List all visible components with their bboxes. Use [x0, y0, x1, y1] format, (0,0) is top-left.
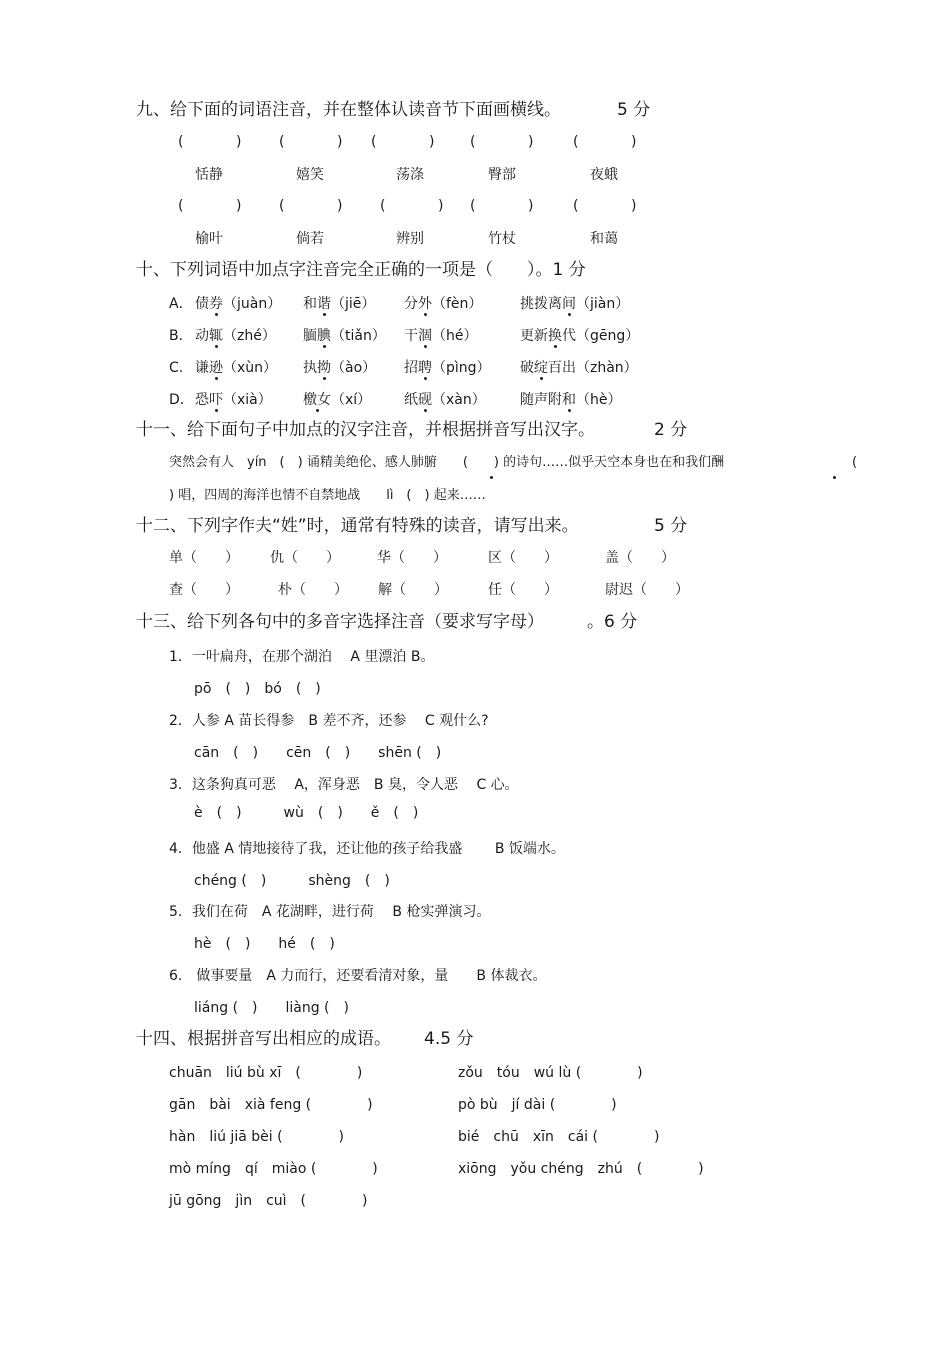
word: 和蔼 — [590, 231, 618, 247]
word: 恬静 — [195, 167, 223, 183]
q13-sentence: 4．他盛 A 情地接待了我，还让他的孩子给我盛 B 饭端水。 — [169, 841, 565, 857]
dotted-char: 新换代 — [534, 328, 576, 344]
dotted-char: 砚 — [418, 392, 432, 408]
dotted-char: 间 — [562, 296, 576, 312]
surname-item: 盖（ ） — [605, 550, 675, 566]
surname-item: 仇（ ） — [270, 550, 340, 566]
item-prefix: 动 — [195, 328, 209, 344]
q14-score: 4.5 分 — [424, 1029, 474, 1049]
paren: ( — [380, 198, 386, 214]
option-item — [520, 326, 639, 346]
dotted-char: 拗 — [317, 360, 331, 376]
dotted-char: 券 — [209, 296, 223, 312]
item-prefix: 债 — [195, 296, 209, 312]
idiom-item: gān bài xià feng ( ) — [169, 1097, 373, 1113]
item-pinyin: 百出（zhàn） — [548, 360, 638, 376]
word: 辨别 — [396, 231, 424, 247]
q9-score: 5 分 — [617, 100, 651, 120]
item-prefix: 恐 — [195, 392, 209, 408]
surname-item: 任（ ） — [488, 582, 558, 598]
option-item — [195, 294, 281, 314]
dotted-char: 聘 — [418, 360, 432, 376]
item-prefix: 檄 — [303, 392, 317, 408]
option-item — [195, 358, 277, 378]
q11-emphasis-dot-2 — [833, 476, 836, 479]
item-pinyin: （juàn） — [223, 296, 282, 312]
option-item — [303, 326, 386, 346]
item-prefix: 谦 — [195, 360, 209, 376]
paren: ( — [470, 198, 476, 214]
q13-pinyin-choices: liáng ( ) liàng ( ) — [194, 1000, 349, 1016]
dotted-char: 和 — [562, 392, 576, 408]
item-pinyin: 女（xí） — [317, 392, 372, 408]
item-prefix: 和 — [303, 296, 317, 312]
option-item — [520, 390, 622, 410]
option-item — [520, 294, 629, 314]
option-item — [404, 358, 491, 378]
option-letter: A． — [169, 296, 193, 312]
paren: ) — [528, 198, 534, 214]
paren: ) — [528, 134, 534, 150]
dotted-char: 吓 — [209, 392, 223, 408]
idiom-item: jū gōng jìn cuì ( ) — [169, 1193, 368, 1209]
q13-pinyin-choices: pō ( ) bó ( ) — [194, 681, 321, 697]
paren: ( — [279, 198, 285, 214]
option-item — [303, 390, 371, 410]
item-pinyin: （xià） — [223, 392, 272, 408]
option-item — [303, 358, 376, 378]
q14-title: 十四、根据拼音写出相应的成语。 — [136, 1029, 391, 1049]
item-pinyin: （pìng） — [432, 360, 491, 376]
item-pinyin: （jiàn） — [576, 296, 630, 312]
paren: ) — [236, 198, 242, 214]
q11-score: 2 分 — [654, 420, 688, 440]
item-pinyin: （zhé） — [223, 328, 276, 344]
item-pinyin: （hè） — [576, 392, 622, 408]
word: 竹杖 — [488, 231, 516, 247]
q13-pinyin-choices: chéng ( ) shèng ( ) — [194, 873, 390, 889]
q13-pinyin-choices: è ( ) wù ( ) ě ( ) — [194, 805, 419, 821]
item-prefix: 纸 — [404, 392, 418, 408]
option-letter: D． — [169, 392, 194, 408]
q13-sentence: 2．人参 A 苗长得参 B 差不齐，还参 C 观什么? — [169, 713, 489, 729]
q11-line-1: 突然会有人 yín ( ) 诵精美绝伦、感人肺腑 ( ) 的诗句……似乎天空本身也在和我们酬 — [169, 455, 725, 470]
option-item — [303, 294, 375, 314]
item-prefix: 执 — [303, 360, 317, 376]
q13-pinyin-choices: cān ( ) cēn ( ) shēn ( ) — [194, 745, 442, 761]
item-prefix: 招 — [404, 360, 418, 376]
dotted-char: 腆 — [317, 328, 331, 344]
q12-title: 十二、下列字作夫“姓”时，通常有特殊的读音，请写出来。 — [136, 516, 579, 536]
paren: ( — [573, 134, 579, 150]
item-prefix: 腼 — [303, 328, 317, 344]
word: 夜蛾 — [590, 167, 618, 183]
paren: ) — [236, 134, 242, 150]
option-letter: B． — [169, 328, 193, 344]
word: 荡涤 — [396, 167, 424, 183]
q12-score: 5 分 — [654, 516, 688, 536]
dotted-char: 逊 — [209, 360, 223, 376]
surname-item: 单（ ） — [169, 550, 239, 566]
item-pinyin: （tiǎn） — [331, 328, 386, 344]
idiom-item: chuān liú bù xī ( ) — [169, 1065, 363, 1081]
dotted-char: 涸 — [418, 328, 432, 344]
idiom-item: zǒu tóu wú lù ( ) — [458, 1065, 643, 1081]
word: 倘若 — [296, 231, 324, 247]
paren: ) — [337, 134, 343, 150]
item-pinyin: （gēng） — [576, 328, 640, 344]
dotted-char: 绽 — [534, 360, 548, 376]
paren: ( — [573, 198, 579, 214]
surname-item: 华（ ） — [377, 550, 447, 566]
q13-sentence: 5．我们在荷 A 花湖畔，进行荷 B 枪实弹演习。 — [169, 904, 491, 920]
surname-item: 解（ ） — [378, 582, 448, 598]
paren: ) — [631, 134, 637, 150]
surname-item: 尉迟（ ） — [605, 582, 689, 598]
option-item — [404, 294, 482, 314]
q13-pinyin-choices: hè ( ) hé ( ) — [194, 936, 335, 952]
paren: ) — [631, 198, 637, 214]
q11-line-1-end: ( — [852, 455, 858, 470]
dotted-char: 谐 — [317, 296, 331, 312]
item-prefix: 挑拨离 — [520, 296, 562, 312]
item-prefix: 更 — [520, 328, 534, 344]
word: 臀部 — [488, 167, 516, 183]
item-pinyin: （ào） — [331, 360, 377, 376]
paren: ) — [438, 198, 444, 214]
option-item — [195, 326, 276, 346]
item-pinyin: （jiē） — [331, 296, 376, 312]
option-item — [404, 390, 486, 410]
q11-line-2: ) 唱，四周的海洋也情不自禁地战 lì ( ) 起来…… — [169, 488, 486, 503]
paren: ( — [470, 134, 476, 150]
q11-title: 十一、给下面句子中加点的汉字注音，并根据拼音写出汉字。 — [136, 420, 595, 440]
dotted-char: 辄 — [209, 328, 223, 344]
q13-title: 十三、给下列各句中的多音字选择注音（要求写字母） — [136, 612, 544, 632]
option-letter: C. — [169, 360, 184, 376]
q13-sentence: 1．一叶扁舟，在那个湖泊 A 里漂泊 B。 — [169, 649, 435, 665]
word: 榆叶 — [195, 231, 223, 247]
paren: ( — [178, 198, 184, 214]
item-pinyin: （hé） — [432, 328, 478, 344]
item-pinyin: （xùn） — [223, 360, 278, 376]
option-item — [195, 390, 272, 410]
idiom-item: xiōng yǒu chéng zhú ( ) — [458, 1161, 704, 1177]
item-pinyin: （xàn） — [432, 392, 486, 408]
word: 嬉笑 — [296, 167, 324, 183]
q13-sentence: 6. 做事要量 A 力而行，还要看清对象，量 B 体裁衣。 — [169, 968, 547, 984]
item-prefix: 随声附 — [520, 392, 562, 408]
item-prefix: 破 — [520, 360, 534, 376]
paren: ) — [429, 134, 435, 150]
surname-item: 查（ ） — [169, 582, 239, 598]
idiom-item: hàn liú jiā bèi ( ) — [169, 1129, 344, 1145]
option-item — [404, 326, 478, 346]
paren: ( — [178, 134, 184, 150]
surname-item: 区（ ） — [488, 550, 558, 566]
idiom-item: mò míng qí miào ( ) — [169, 1161, 378, 1177]
paren: ( — [371, 134, 377, 150]
paren: ( — [279, 134, 285, 150]
q10-title: 十、下列词语中加点字注音完全正确的一项是（ ）。1 分 — [136, 260, 586, 280]
surname-item: 朴（ ） — [278, 582, 348, 598]
option-item — [520, 358, 638, 378]
idiom-item: pò bù jí dài ( ) — [458, 1097, 617, 1113]
q13-sentence: 3．这条狗真可恶 A，浑身恶 B 臭，令人恶 C 心。 — [169, 777, 519, 793]
q9-title: 九、给下面的词语注音，并在整体认读音节下面画横线。 — [136, 100, 561, 120]
dotted-char: 外 — [418, 296, 432, 312]
paren: ) — [337, 198, 343, 214]
idiom-item: bié chū xīn cái ( ) — [458, 1129, 660, 1145]
q11-emphasis-dot-1 — [490, 476, 493, 479]
item-prefix: 干 — [404, 328, 418, 344]
q13-score: 。6 分 — [587, 612, 638, 632]
item-pinyin: （fèn） — [432, 296, 483, 312]
item-prefix: 分 — [404, 296, 418, 312]
